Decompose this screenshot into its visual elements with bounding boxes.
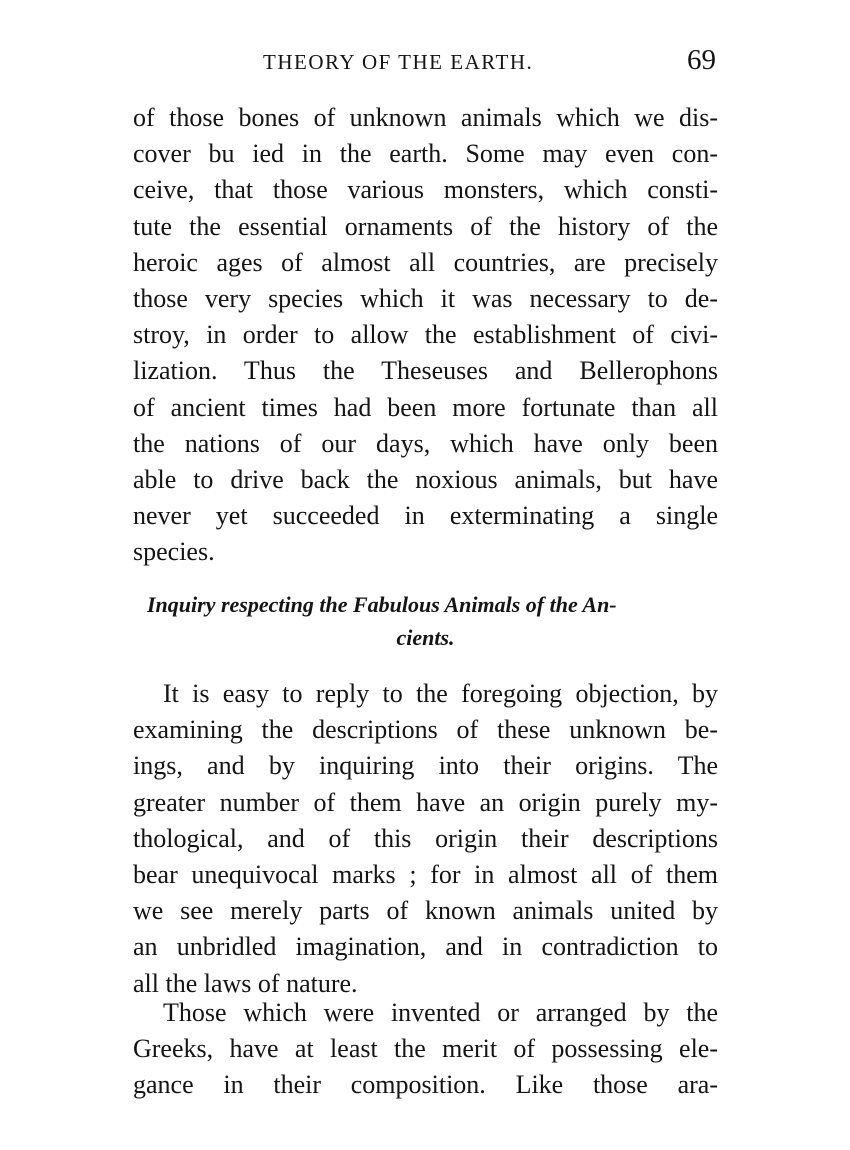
paragraph-3 — [133, 995, 718, 1104]
text-line: of those bones of unknown animals which we dis- — [133, 103, 718, 132]
text-line: bear unequivocal marks ; for in almost all of them — [133, 859, 718, 889]
text-line: we see merely parts of known animals united by — [133, 896, 718, 926]
text-line: It is easy to reply to the foregoing objection, by — [163, 679, 718, 708]
text-line: ings, and by inquiring into their origins. The — [133, 751, 718, 781]
text-line: gance in their composition. Like those ara- — [133, 1070, 718, 1100]
running-head — [133, 44, 718, 80]
text-line: the nations of our days, which have only been — [133, 428, 718, 458]
text-line: Those which were invented or arranged by the — [163, 998, 718, 1027]
text-line: species. — [133, 537, 215, 567]
paragraph-2 — [133, 676, 718, 1002]
text-line: ceive, that those various monsters, which consti- — [133, 175, 718, 205]
text-line: lization. Thus the Theseuses and Bellerophons — [133, 356, 718, 386]
page-number: 69 — [687, 44, 716, 76]
text-line: of ancient times had been more fortunate than all — [133, 392, 718, 422]
text-line: tute the essential ornaments of the history of the — [133, 211, 718, 241]
section-heading-line: cients. — [396, 625, 455, 650]
text-line: never yet succeeded in exterminating a single — [133, 501, 718, 531]
text-line: those very species which it was necessary to de- — [133, 283, 718, 313]
text-line: able to drive back the noxious animals, but have — [133, 464, 718, 494]
text-line: Greeks, have at least the merit of possessing ele- — [133, 1034, 718, 1064]
text-line: examining the descriptions of these unknown be- — [133, 715, 718, 745]
text-line: thological, and of this origin their descriptions — [133, 823, 718, 853]
text-line: stroy, in order to allow the establishment of civi- — [133, 320, 718, 350]
running-title: THEORY OF THE EARTH. — [263, 50, 534, 74]
text-line: an unbridled imagination, and in contradiction to — [133, 932, 718, 962]
section-heading-line: Inquiry respecting the Fabulous Animals of the An- — [147, 592, 617, 617]
text-line: all the laws of nature. — [133, 968, 358, 998]
paragraph-1 — [133, 100, 718, 570]
section-heading — [133, 588, 718, 654]
text-line: heroic ages of almost all countries, are precisely — [133, 247, 718, 277]
text-line: greater number of them have an origin purely my- — [133, 787, 718, 817]
text-line: cover bu ied in the earth. Some may even con- — [133, 139, 718, 169]
